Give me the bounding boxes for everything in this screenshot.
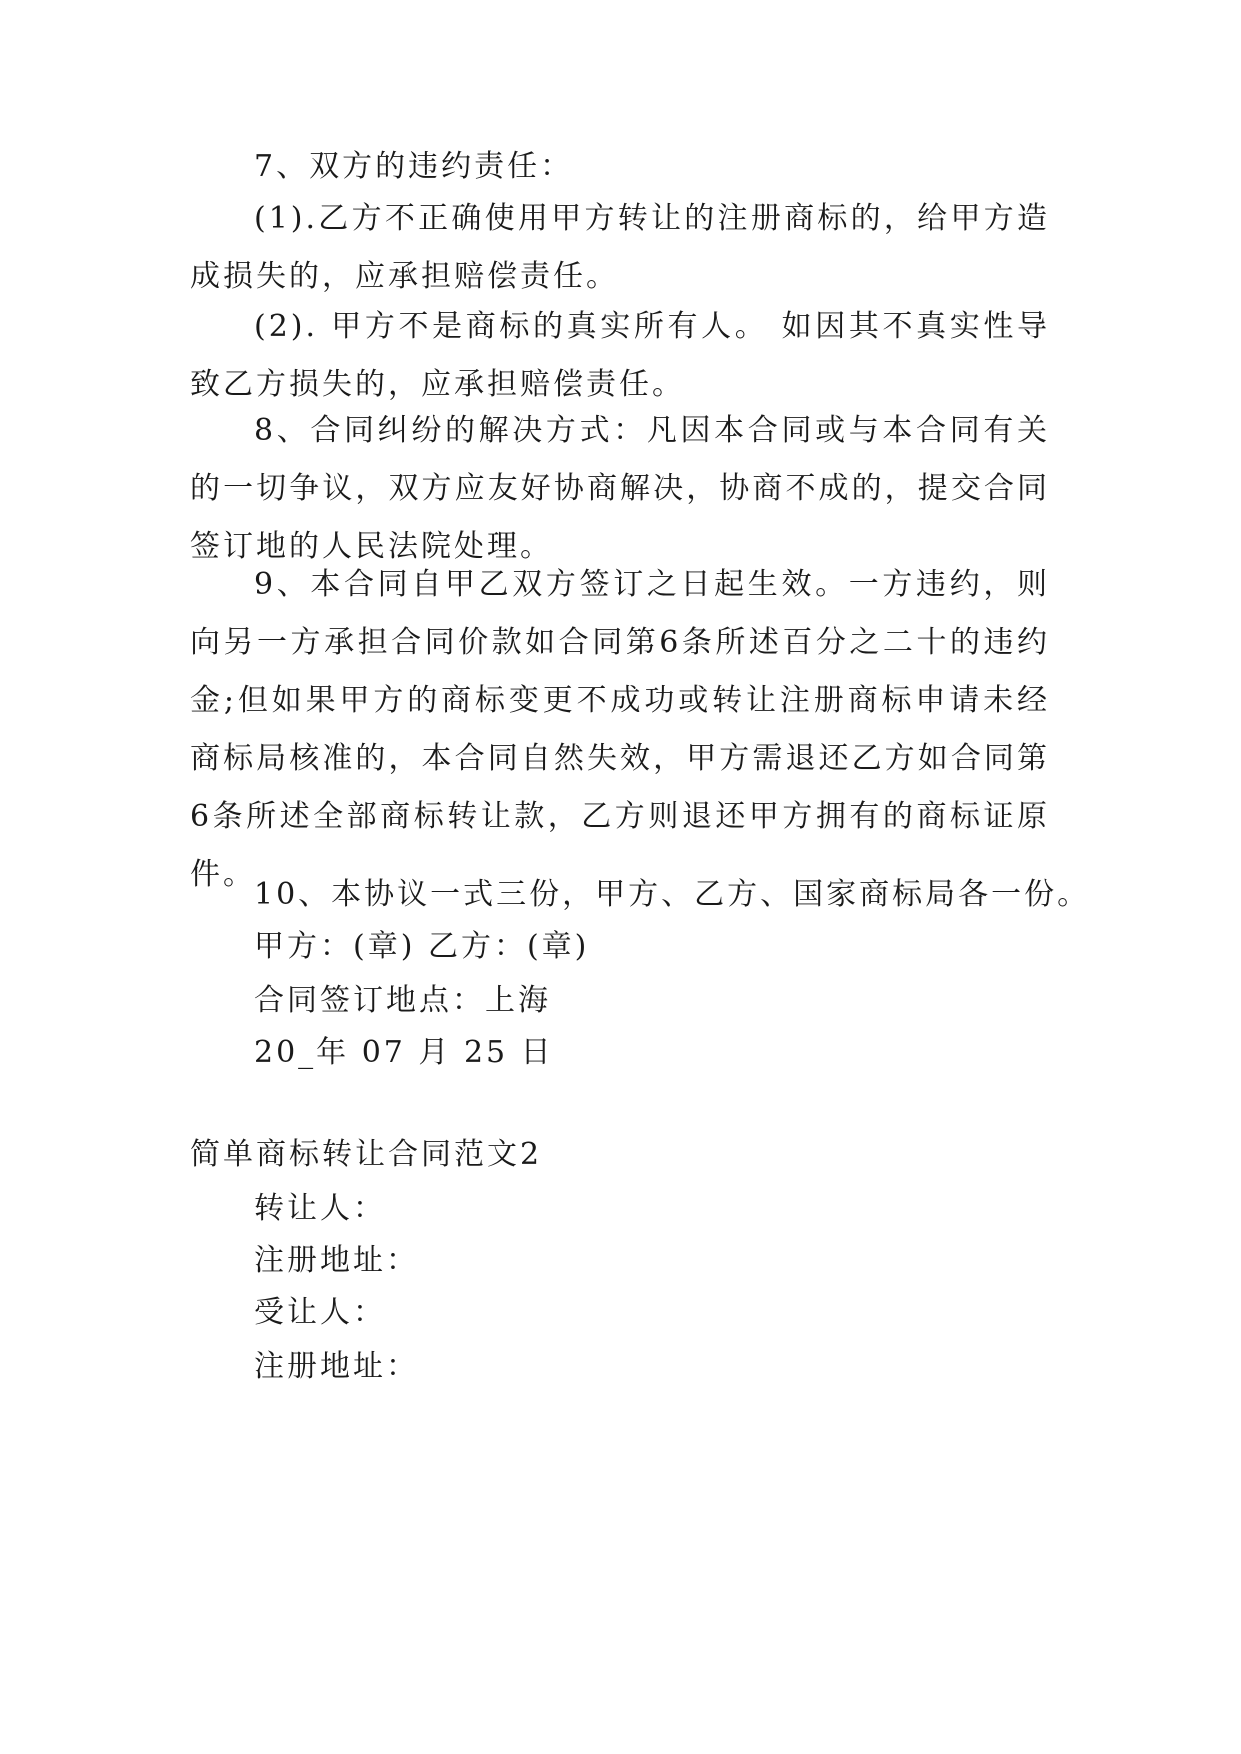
- signature-line: 甲方：(章) 乙方：(章): [254, 929, 590, 964]
- clause-10: 10、本协议一式三份，甲方、乙方、国家商标局各一份。: [254, 877, 1091, 912]
- clause-7-item-2: (2). 甲方不是商标的真实所有人。 如因其不真实性导致乙方损失的，应承担赔偿责任。: [190, 309, 1050, 402]
- field-transferee-address: 注册地址：: [254, 1349, 419, 1384]
- field-transferee: 受让人：: [254, 1295, 386, 1330]
- date-line: 20_年 07 月 25 日: [254, 1035, 554, 1070]
- signing-place-line: 合同签订地点：上海: [254, 983, 551, 1018]
- clause-9: 9、本合同自甲乙双方签订之日起生效。一方违约，则向另一方承担合同价款如合同第6条所述百分之二十的违约金;但如果甲方的商标变更不成功或转让注册商标申请未经商标局核准的，本合同自然失效，甲方需退还乙方如合同第6条所述全部商标转让款，乙方则退还甲方拥有的商标证原件。: [190, 567, 1050, 892]
- section-2-title: 简单商标转让合同范文2: [190, 1137, 543, 1172]
- clause-8: 8、合同纠纷的解决方式：凡因本合同或与本合同有关的一切争议，双方应友好协商解决，协商不成的，提交合同签订地的人民法院处理。: [190, 413, 1050, 564]
- clause-7-heading: 7、双方的违约责任：: [254, 149, 574, 184]
- clause-7-item-1: (1).乙方不正确使用甲方转让的注册商标的，给甲方造成损失的，应承担赔偿责任。: [190, 201, 1050, 294]
- field-transferor-address: 注册地址：: [254, 1243, 419, 1278]
- field-transferor: 转让人：: [254, 1191, 386, 1226]
